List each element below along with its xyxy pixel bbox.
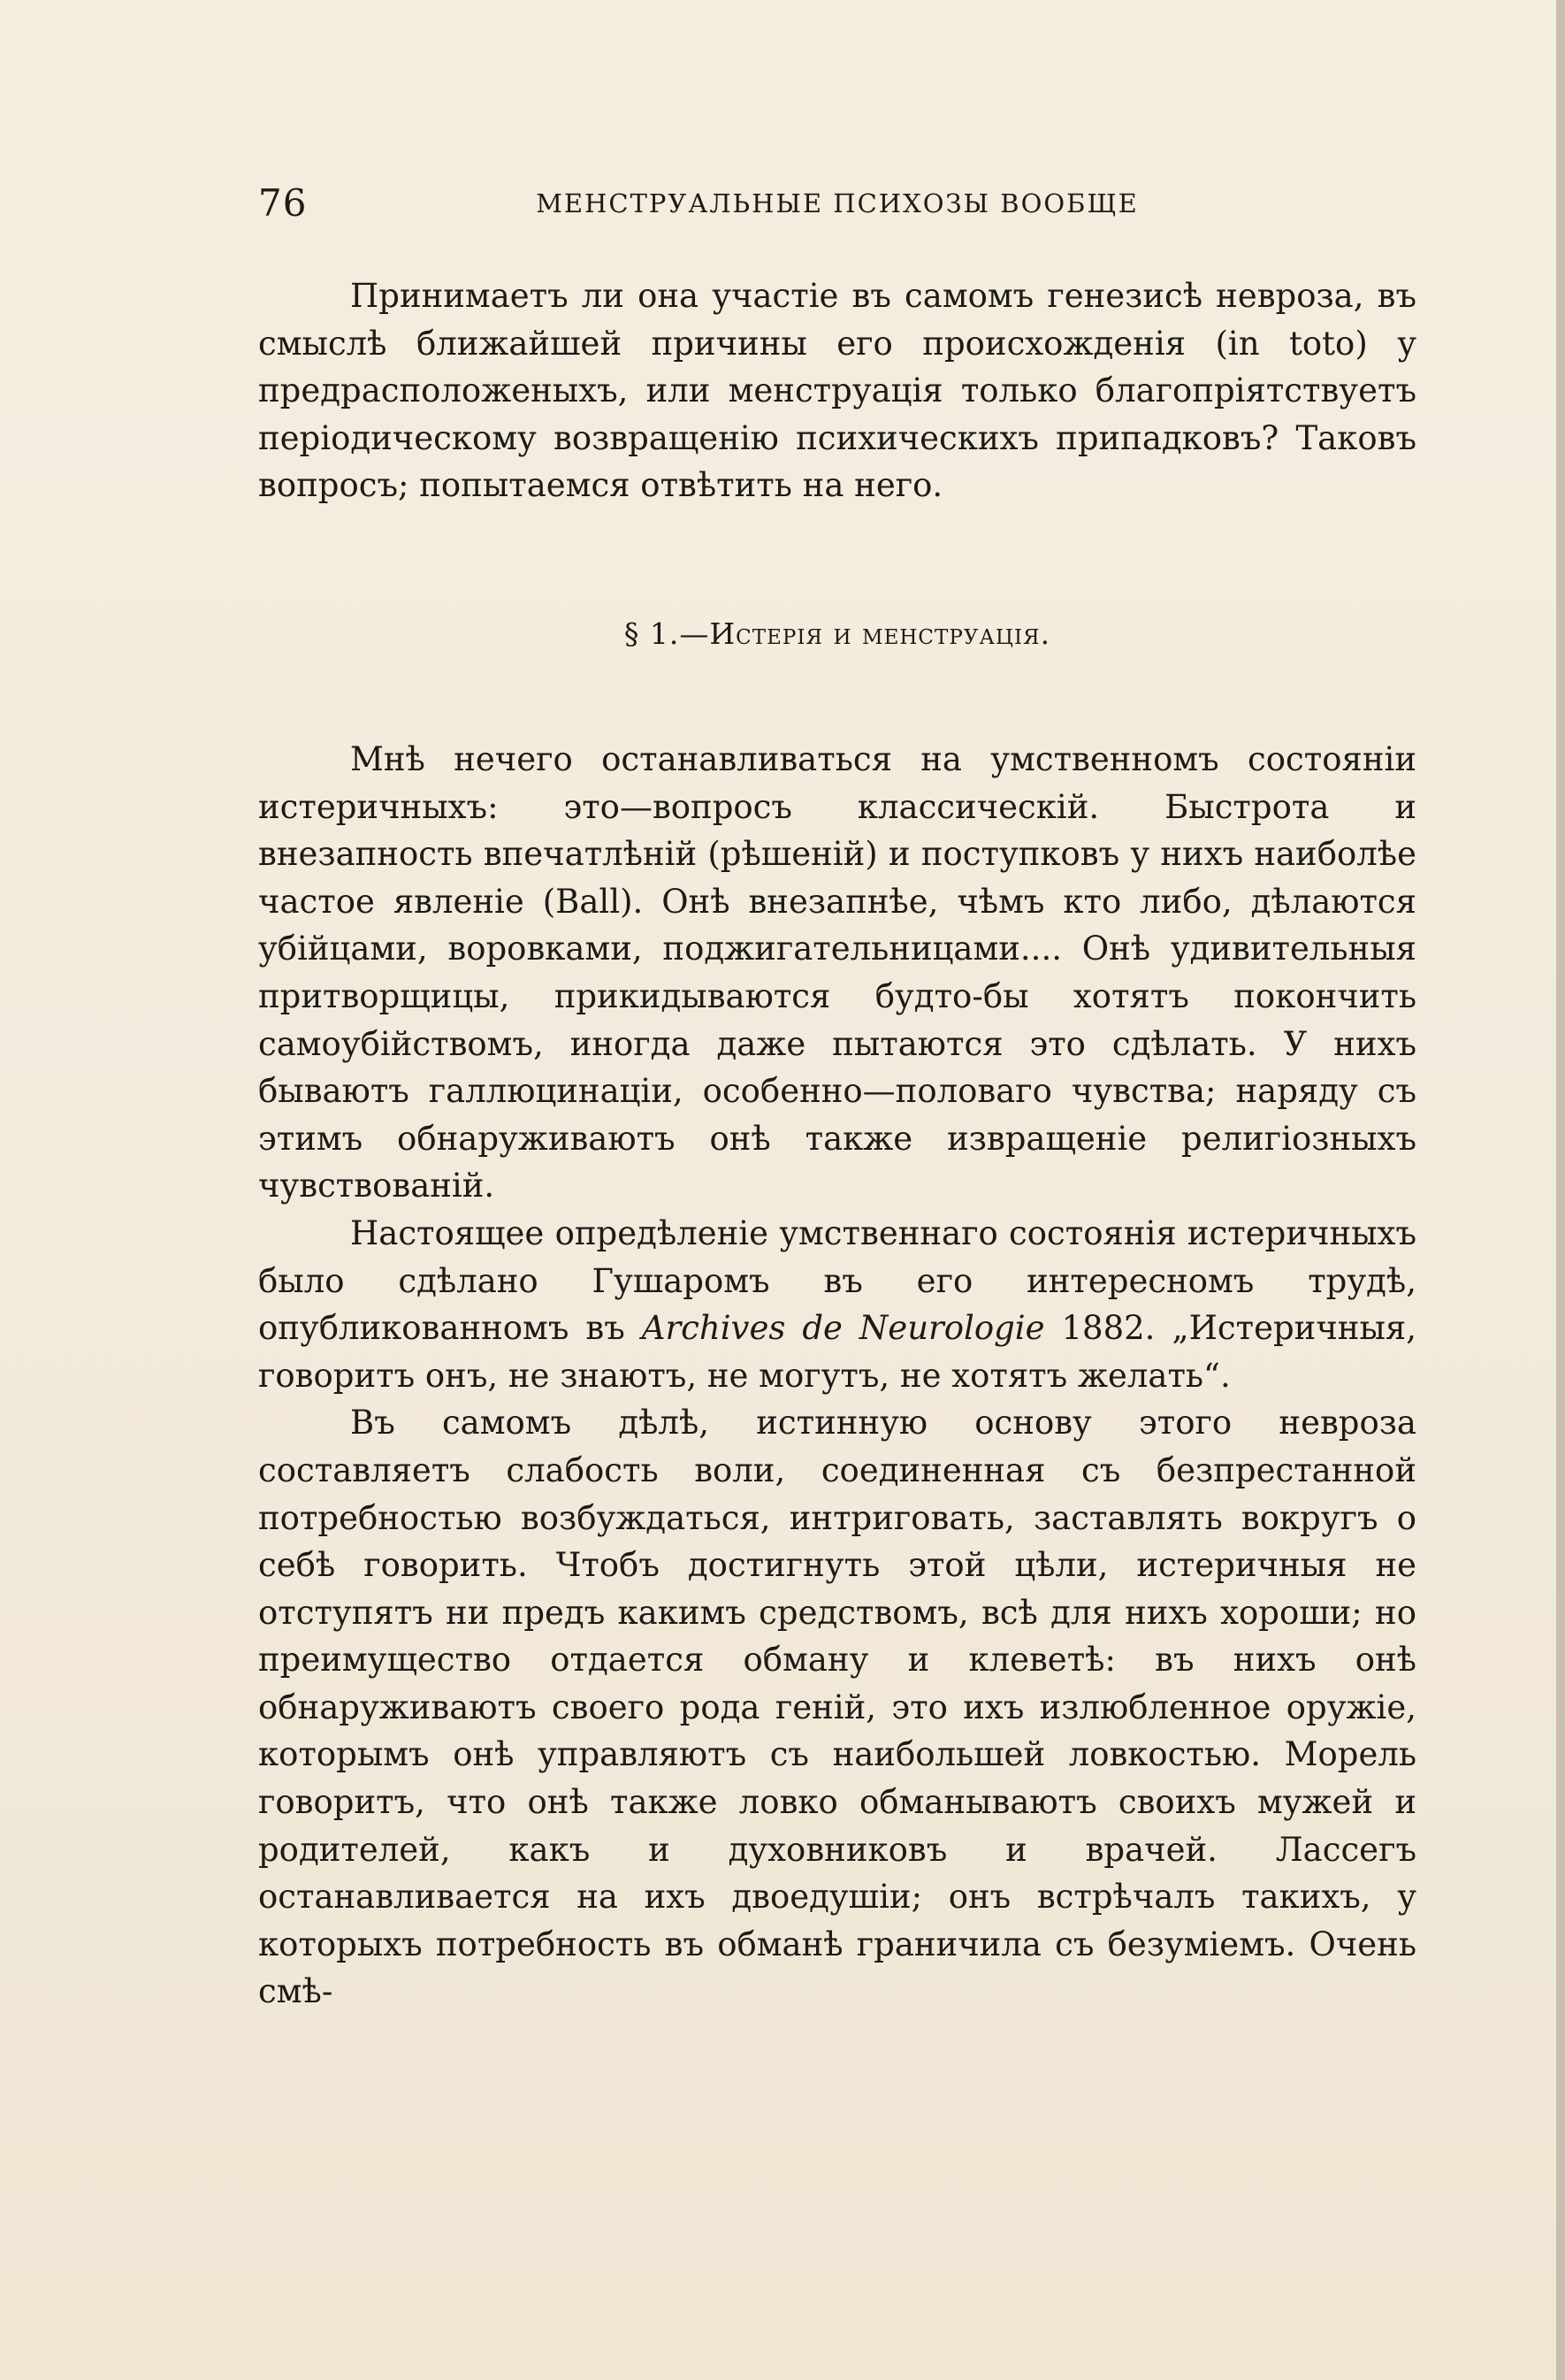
paragraph-2-text-b: 1882. „Истеричныя, говоритъ онъ, не знаютъ, не могутъ, не хотятъ желать“. bbox=[258, 1309, 1416, 1395]
paragraph-1: Мнѣ нечего останавливаться на умственномъ состояніи истеричныхъ: это—вопросъ классическій. Быстрота и внезапность впечатлѣній (рѣшеній) и поступковъ у нихъ наиболѣе частое явленіе (Ball). Онѣ внезапнѣе, чѣмъ кто либо, дѣлаются убійцами, воровками, поджигательницами.... Онѣ удивительныя притворщицы, прикидываются будто-бы хотятъ покончить самоубійствомъ, иногда даже пытаются это сдѣлать. У нихъ бываютъ галлюцинаціи, особенно—половаго чувства; наряду съ этимъ обнаруживаютъ онѣ также извращеніе религіозныхъ чувствованій. bbox=[258, 740, 1416, 1205]
paragraph-3: Въ самомъ дѣлѣ, истинную основу этого невроза составляетъ слабость воли, соединенная съ безпрестанной потребностью возбуждаться, интриговать, заставлять вокругъ о себѣ говорить. Чтобъ достигнуть этой цѣли, истеричныя не отступятъ ни предъ какимъ средствомъ, всѣ для нихъ хороши; но преимущество отдается обману и клеветѣ: въ нихъ онѣ обнаруживаютъ своего рода геній, это ихъ излюбленное оружіе, которымъ онѣ управляютъ съ наибольшей ловкостью. Морель говоритъ, что онѣ также ловко обманываютъ своихъ мужей и родителей, какъ и духовниковъ и врачей. Лассегъ останавливается на ихъ двоедушіи; онъ встрѣчалъ такихъ, у которыхъ потребность въ обманѣ граничила съ безуміемъ. Очень смѣ- bbox=[258, 1404, 1416, 2011]
paragraph-2 bbox=[258, 1210, 1416, 1399]
section-title: Истерія и менструація. bbox=[709, 616, 1051, 651]
intro-block bbox=[258, 272, 1416, 509]
section-heading bbox=[258, 616, 1416, 651]
body-text bbox=[258, 736, 1416, 2016]
section-number: § 1.— bbox=[623, 616, 710, 651]
paragraph-2-text-a: Настоящее опредѣленіе умственнаго состоянія истеричныхъ было сдѣлано Гушаромъ въ его интересномъ трудѣ, опубликованномъ въ bbox=[258, 1213, 1416, 1348]
journal-title: Archives de Neurologie bbox=[641, 1309, 1045, 1348]
running-head: МЕНСТРУАЛЬНЫЕ ПСИХОЗЫ ВООБЩЕ bbox=[536, 188, 1139, 218]
intro-paragraph: Принимаетъ ли она участіе въ самомъ генезисѣ невроза, въ смыслѣ ближайшей причины его происхожденія (in toto) у предрасположеныхъ, или менструація только благопріятствуетъ періодическому возвращенію психическихъ припадковъ? Таковъ вопросъ; попытаемся отвѣтить на него. bbox=[258, 277, 1416, 505]
page-header bbox=[258, 181, 1416, 234]
page-number: 76 bbox=[258, 181, 308, 225]
page-edge bbox=[1556, 0, 1565, 2380]
